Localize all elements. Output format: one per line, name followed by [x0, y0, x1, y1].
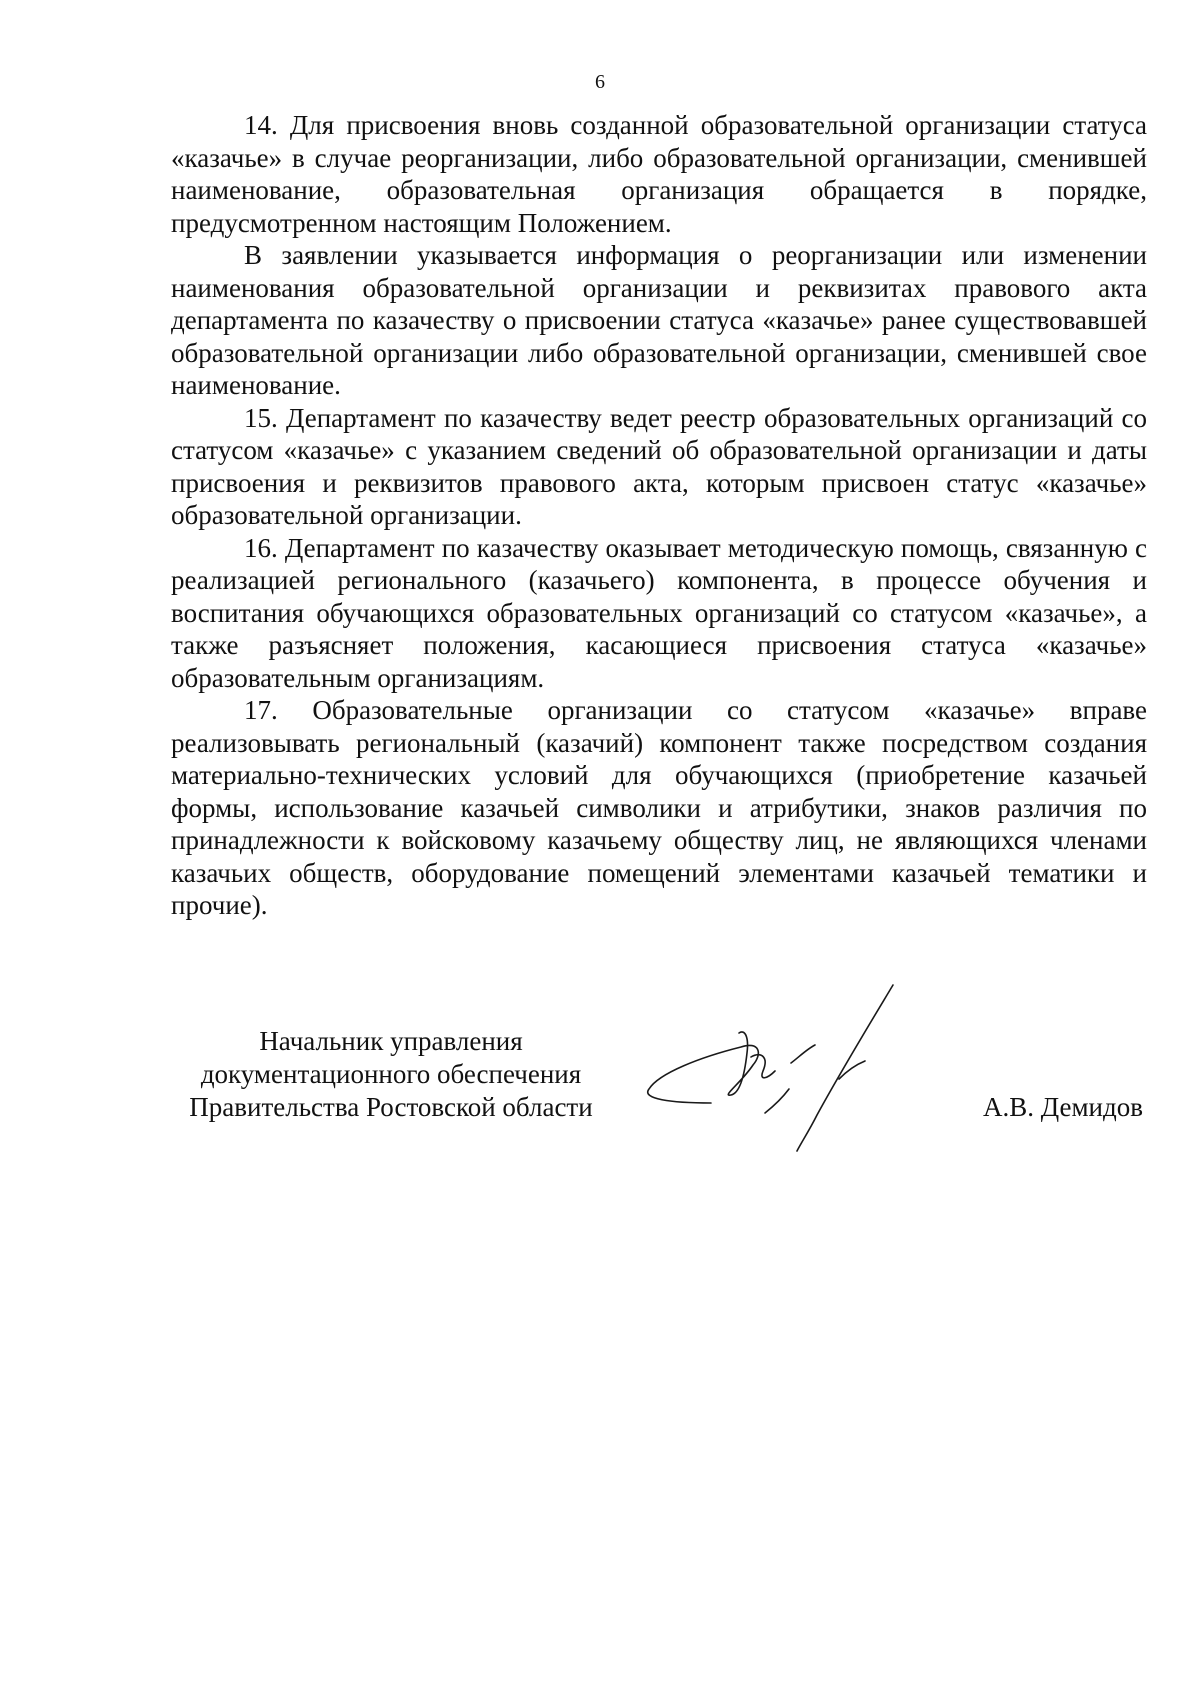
- document-body: [171, 109, 1147, 922]
- paragraph-17: 17. Образовательные организации со статусом «казачье» вправе реализовывать региональный (казачий) компонент также посредством создания материально-технических условий для обучающихся (приобретение казачьей формы, использование казачьей символики и атрибутики, знаков различия по принадлежности к войсковому казачьему обществу лиц, не являющихся членами казачьих обществ, оборудование помещений элементами казачьей тематики и прочие).: [171, 695, 1147, 920]
- paragraph-14: 14. Для присвоения вновь созданной образовательной организации статуса «казачье» в случае реорганизации, либо образовательной организации, сменившей наименование, образовательная организация обращается в порядке, предусмотренном настоящим Положением.: [171, 110, 1147, 238]
- signatory-title-line: Правительства Ростовской области: [189, 1092, 593, 1122]
- paragraph-15: 15. Департамент по казачеству ведет реестр образовательных организаций со статусом «казачье» с указанием сведений об образовательной организации и даты присвоения и реквизитов правового акта, которым присвоен статус «казачье» образовательной организации.: [171, 402, 1147, 530]
- page-number: 6: [595, 71, 605, 93]
- signatory-title-line: Начальник управления: [259, 1026, 523, 1056]
- signatory-title: [171, 1025, 611, 1124]
- paragraph-application-info: В заявлении указывается информация о реорганизации или изменении наименования образовательной организации и реквизитах правового акта департамента по казачеству о присвоении статуса «казачье» ранее существовавшей образовательной организации либо образовательной организации, сменившей свое наименование.: [171, 240, 1147, 400]
- signature-block: [171, 1025, 1147, 1205]
- handwritten-signature: [641, 975, 921, 1155]
- signatory-name: А.В. Демидов: [982, 1092, 1143, 1122]
- signatory-title-line: документационного обеспечения: [200, 1059, 582, 1089]
- paragraph-16: 16. Департамент по казачеству оказывает методическую помощь, связанную с реализацией регионального (казачьего) компонента, в процессе обучения и воспитания обучающихся образовательных организаций со статусом «казачье», а также разъясняет положения, касающиеся присвоения статуса «казачье» образовательным организациям.: [171, 532, 1147, 693]
